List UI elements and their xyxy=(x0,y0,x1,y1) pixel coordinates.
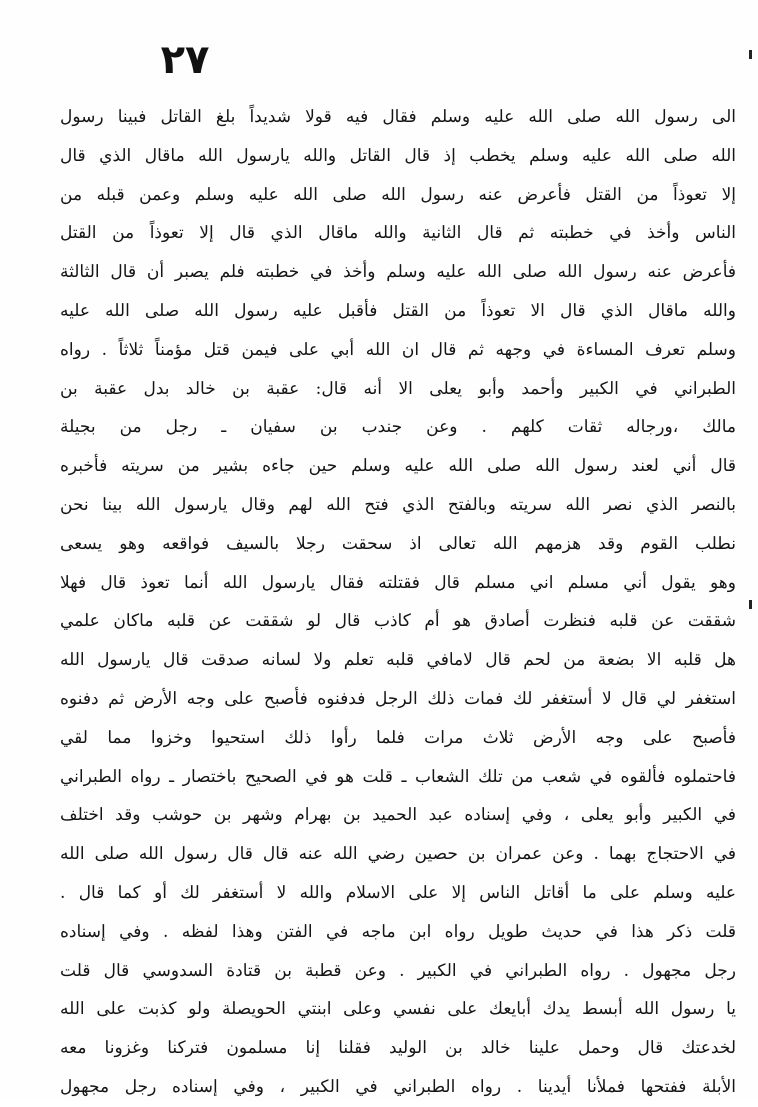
text-line: وسلم تعرف المساءة في وجهه ثم قال ان الله أبي على فيمن قتل مؤمناً ثلاثاً . رواه xyxy=(60,339,736,360)
text-line: والله ماقال الذي قال الا تعوذاً من القتل فأقبل عليه رسول الله صلى الله عليه xyxy=(60,300,736,321)
text-line: الأبلة ففتحها فملأنا أيدينا . رواه الطبراني في الكبير ، وفي إسناده رجل مجهول xyxy=(60,1076,736,1097)
text-line: فاحتملوه فألقوه في شعب من تلك الشعاب ـ قلت هو في الصحيح باختصار ـ رواه الطبراني xyxy=(60,766,736,787)
page-edge-mark xyxy=(749,600,752,609)
text-line: رجل مجهول . رواه الطبراني في الكبير . وعن قطبة بن قتادة السدوسي قال قلت xyxy=(60,960,736,981)
text-line: في الاحتجاج بهما . وعن عمران بن حصين رضي الله عنه قال قال رسول الله صلى الله xyxy=(60,844,736,865)
text-line: فأصبح على وجه الأرض ثلاث مرات فلما رأوا ذلك استحيوا وخزوا مما لقي xyxy=(60,727,736,748)
text-line: مالك ،ورجاله ثقات كلهم . وعن جندب بن سفيان ـ رجل من بجيلة xyxy=(60,417,736,438)
text-line: استغفر لي قال لا أستغفر لك فمات ذلك الرجل فدفنوه فأصبح على وجه الأرض ثم دفنوه xyxy=(60,688,736,709)
page-edge-mark xyxy=(749,50,752,59)
text-line: الله صلى الله عليه وسلم يخطب إذ قال القاتل والله يارسول الله ماقال الذي قال xyxy=(60,145,736,166)
text-line: قلت ذكر هذا في حديث طويل رواه ابن ماجه في الفتن وهذا لفظه . وفي إسناده xyxy=(60,921,736,942)
text-line: قال أني لعند رسول الله صلى الله عليه وسلم حين جاءه بشير من سريته فأخبره xyxy=(60,456,736,477)
text-line: فأعرض عنه رسول الله صلى الله عليه وسلم وأخذ في خطبته فلم يصبر أن قال الثالثة xyxy=(60,262,736,283)
text-line: الطبراني في الكبير وأحمد وأبو يعلى الا أنه قال: عقبة بن خالد بدل عقبة بن xyxy=(60,378,736,399)
text-line: هل قلبه الا بضعة من لحم قال لامافي قلبه تعلم ولا لسانه صدقت قال يارسول الله xyxy=(60,650,736,671)
text-line: نطلب القوم وقد هزمهم الله تعالى اذ سحقت رجلا بالسيف فواقعه وهو يسعى xyxy=(60,533,736,554)
text-line: وهو يقول أني مسلم اني مسلم قال فقتلته فقال يارسول الله أنما تعوذ قال فهلا xyxy=(60,572,736,593)
text-line: بالنصر الذي نصر الله سريته وبالفتح الذي فتح الله لهم وقال يارسول الله بينا نحن xyxy=(60,494,736,515)
text-line: يا رسول الله أبسط يدك أبايعك على نفسي وعلى ابنتي الحويصلة ولو كذبت على الله xyxy=(60,999,736,1020)
text-line: الناس وأخذ في خطبته ثم قال الثانية والله ماقال الذي قال إلا تعوذاً من القتل xyxy=(60,223,736,244)
text-line: لخدعتك قال وحمل علينا خالد بن الوليد فقلنا إنا مسلمون فتركنا وغزونا معه xyxy=(60,1038,736,1059)
text-line: في الكبير وأبو يعلى ، وفي إسناده عبد الحميد بن بهرام وشهر بن حوشب وقد اختلف xyxy=(60,805,736,826)
text-line: شققت عن قلبه فنظرت أصادق هو أم كاذب قال لو شققت عن قلبه ماكان علمي xyxy=(60,611,736,632)
page-number: ٢٧ xyxy=(160,37,210,83)
text-line: إلا تعوذاً من القتل فأعرض عنه رسول الله صلى الله عليه وسلم وعمن قبله من xyxy=(60,184,736,205)
text-line: الى رسول الله صلى الله عليه وسلم فقال فيه قولا شديداً بلغ القاتل فبينا رسول xyxy=(60,107,736,127)
text-line: عليه وسلم على ما أقاتل الناس إلا على الاسلام والله لا أستغفر لك أو كما قال . xyxy=(60,882,736,903)
body-text xyxy=(60,98,736,1107)
